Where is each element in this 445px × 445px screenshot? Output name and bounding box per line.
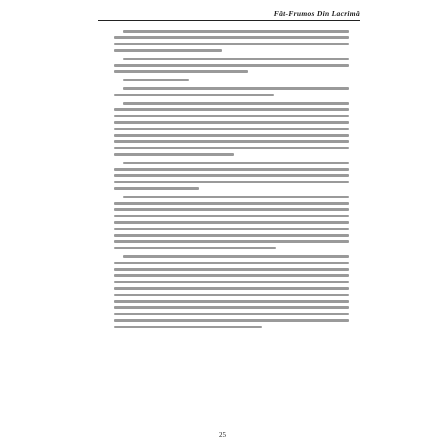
text-line [114, 202, 349, 205]
text-line [114, 221, 349, 224]
text-line [114, 153, 234, 156]
text-line [114, 319, 349, 322]
header-rule [98, 20, 360, 21]
text-line [114, 313, 349, 316]
text-line [114, 300, 349, 303]
text-line [123, 196, 349, 199]
text-line [114, 240, 349, 243]
text-line [114, 94, 274, 97]
page-header [98, 9, 360, 21]
page-number: 25 [219, 431, 226, 439]
text-line [123, 255, 349, 258]
text-line [114, 287, 349, 290]
text-line [114, 64, 349, 67]
text-line [114, 121, 349, 124]
text-line [114, 115, 349, 118]
text-line [114, 274, 349, 277]
text-line [114, 36, 349, 39]
text-line [114, 128, 349, 131]
text-line [114, 208, 349, 211]
text-line [114, 108, 349, 111]
text-line [114, 70, 248, 73]
text-line [114, 215, 349, 218]
text-line [123, 102, 349, 105]
text-line [114, 234, 349, 237]
text-line [114, 49, 222, 52]
text-line [114, 181, 349, 184]
text-line [114, 168, 349, 171]
text-line [114, 326, 262, 329]
text-line [114, 281, 349, 284]
text-line [114, 247, 276, 250]
text-line [114, 43, 349, 46]
text-line [114, 268, 349, 271]
text-line [123, 30, 349, 33]
text-line [114, 187, 199, 190]
text-line [114, 174, 349, 177]
text-line [123, 162, 349, 165]
text-line [123, 58, 349, 61]
text-line [114, 306, 349, 309]
body-text [114, 30, 349, 422]
text-line [114, 262, 349, 265]
text-line [123, 79, 189, 82]
text-line [114, 294, 349, 297]
text-line [114, 147, 349, 150]
running-title: Făt-Frumos Din Lacrimă [273, 9, 360, 18]
text-line [114, 228, 349, 231]
text-line [114, 134, 349, 137]
text-line [114, 140, 349, 143]
text-line [123, 87, 349, 90]
